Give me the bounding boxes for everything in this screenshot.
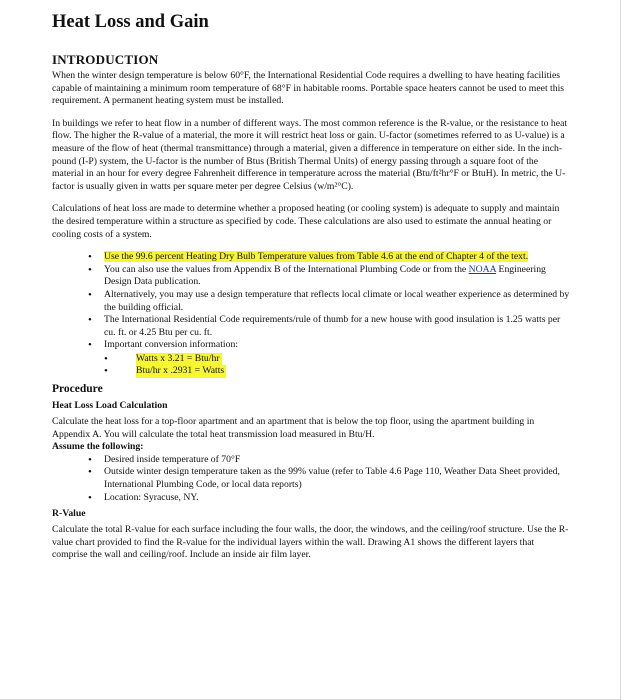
assume-heading: Assume the following: — [52, 441, 144, 453]
conversion-btu-to-watts — [104, 365, 570, 378]
conversion-watts-to-btu — [104, 353, 570, 366]
bullet-item-appendix — [88, 264, 570, 289]
highlighted-text: Btu/hr x .2931 = Watts — [136, 365, 225, 377]
highlighted-text: Use the 99.6 percent Heating Dry Bulb Temperature values from Table 4.6 at the end of Chapter 4 of the text. — [104, 251, 529, 263]
bullet-item-irc-rule: • The International Residential Code requirements/rule of thumb for a new house with good insulation is 1.25 watts per cu. ft. or 4.25 Btu per cu. ft. — [88, 314, 570, 339]
assume-list — [88, 454, 570, 504]
heat-loss-heading: Heat Loss Load Calculation — [52, 400, 168, 412]
intro-paragraph-2: In buildings we refer to heat flow in a number of different ways. The most common reference is the R-value, or the resistance to heat flow. The higher the R-value of a material, the more it will restrict heat loss or gain. U-factor (sometimes referred to as U-value) is a measure of the flow of heat (thermal transmittance) through a material, given a difference in temperature on either side. In the inch-pound (I-P) system, the U-factor is the number of Btus (British Thermal Units) of energy passing through a square foot of the material in an hour for every degree Fahrenheit difference in temperature across the material (Btu/ft²hr°F or BtuH). In metric, the U-factor is usually given in watts per square meter per degree Celsius (w/m²°C). — [52, 117, 568, 192]
bullet-text: You can also use the values from Appendix B of the International Plumbing Code or from the — [104, 263, 469, 275]
noaa-link[interactable]: NOAA — [468, 263, 497, 275]
intro-bullet-list — [88, 251, 570, 378]
heat-loss-paragraph: Calculate the heat loss for a top-floor apartment and an apartment that is below the top floor, using the apartment building in Appendix A. You will calculate the total heat transmission load measured in Btu/H. — [52, 416, 535, 440]
bullet-item-alternative: • Alternatively, you may use a design temperature that reflects local climate or local weather experience as determined by the building official. — [88, 289, 570, 314]
bullet-text: Engineering Design Data publication. — [104, 263, 546, 288]
assume-item-inside-temp: • Desired inside temperature of 70°F — [88, 454, 570, 467]
intro-heading: INTRODUCTION — [52, 52, 159, 67]
assume-item-outside-temp: • Outside winter design temperature taken as the 99% value (refer to Table 4.6 Page 110, Weather Data Sheet provided, International Plumbing Code, or local data reports) — [88, 466, 570, 491]
intro-paragraph-1: When the winter design temperature is below 60°F, the International Residential Code requires a dwelling to have heating facilities capable of maintaining a minimum room temperature of 68°F in habitable rooms. Portable space heaters cannot be used to meet this requirement. A permanent heating system must be installed. — [52, 70, 565, 107]
procedure-heading: Procedure — [52, 383, 103, 396]
rvalue-paragraph: Calculate the total R-value for each surface including the four walls, the door, the windows, and the ceiling/roof structure. Use the R-value chart provided to find the R-value for the individual layers within the wall. Drawing A1 shows the different layers that comprise the wall and ceiling/roof. Include an inside air film layer. — [52, 524, 569, 561]
intro-paragraph-3: Calculations of heat loss are made to determine whether a proposed heating (or cooling system) is adequate to supply and maintain the desired temperature within a structure as specified by code. These calculations are also used to estimate the annual heating or cooling costs of a system. — [52, 203, 560, 240]
assume-item-location: • Location: Syracuse, NY. — [88, 492, 570, 505]
bullet-item-table-values — [88, 251, 570, 264]
rvalue-heading: R-Value — [52, 508, 86, 520]
bullet-item-conversion — [88, 339, 570, 378]
bullet-text: Important conversion information: — [104, 339, 238, 351]
conversion-list — [104, 353, 570, 378]
highlighted-text: Watts x 3.21 = Btu/hr — [136, 352, 220, 364]
page-title: Heat Loss and Gain — [52, 12, 209, 32]
